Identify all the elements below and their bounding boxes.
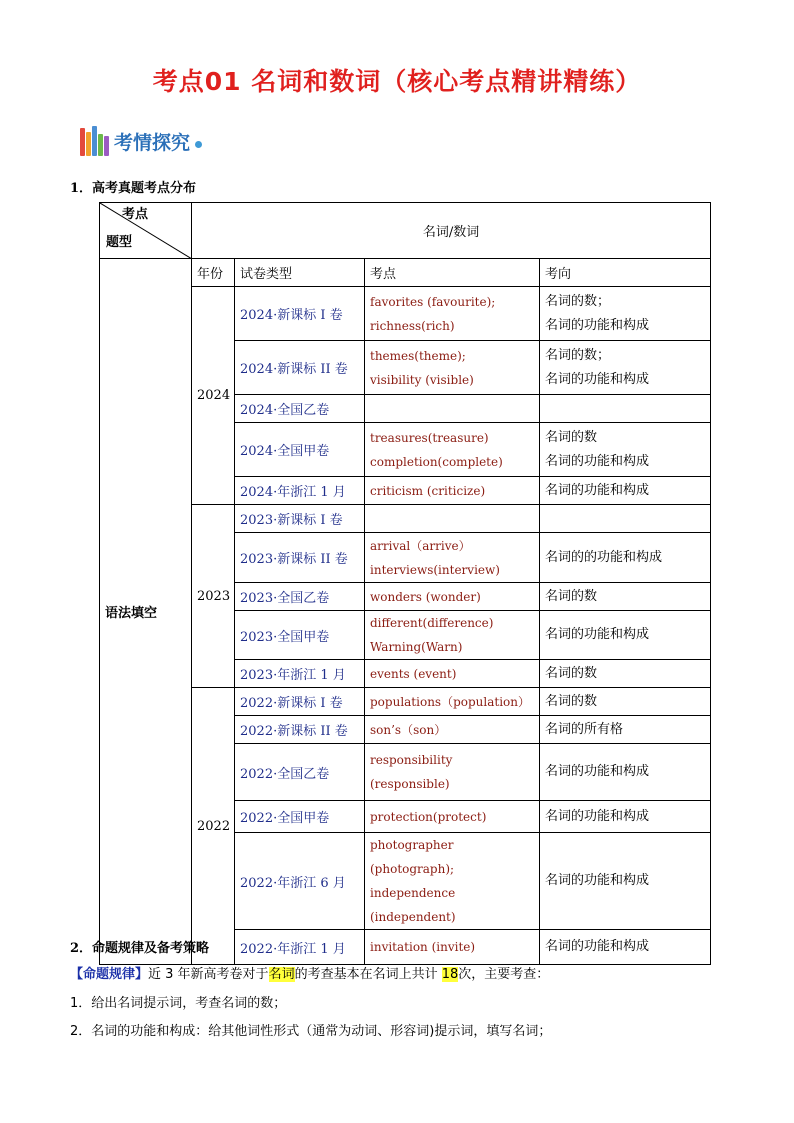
books-icon: [80, 126, 110, 156]
point-line: different(difference): [370, 616, 494, 630]
paper-cell: 2023·年浙江 1 月: [235, 660, 365, 688]
highlight-count: 18: [441, 967, 459, 982]
point-line: criticism (criticize): [370, 483, 486, 498]
paper-cell: 2024·年浙江 1 月: [235, 477, 365, 505]
point-cell: [365, 688, 540, 716]
rule-item-1: 1．给出名词提示词，考查名词的数；: [70, 996, 287, 1011]
paper-cell: 2023·全国甲卷: [235, 611, 365, 660]
direction-line: 名词的功能和构成: [545, 627, 650, 642]
direction-line: 名词的功能和构成: [545, 453, 650, 469]
point-line: Warning(Warn): [370, 640, 463, 654]
direction-cell: [540, 833, 711, 930]
dot-icon: [195, 141, 202, 148]
table-row: [100, 505, 711, 533]
paper-cell: 2022·新课标 II 卷: [235, 716, 365, 744]
point-line: completion(complete): [370, 454, 503, 469]
point-cell: [365, 716, 540, 744]
section1-title: 1．高考真题考点分布: [70, 181, 197, 196]
point-cell: [365, 801, 540, 833]
point-cell: [365, 341, 540, 395]
direction-cell: [540, 477, 711, 505]
direction-cell: [540, 744, 711, 801]
paper-cell: 2022·全国乙卷: [235, 744, 365, 801]
point-cell: [365, 477, 540, 505]
point-line: invitation (invite): [370, 940, 476, 954]
rule-paragraph: [70, 963, 549, 982]
direction-line: 名词的功能和构成: [545, 764, 650, 779]
point-cell: [365, 423, 540, 477]
direction-line: 名词的功能和构成: [545, 482, 650, 498]
point-line: independence (independent): [370, 886, 456, 924]
direction-line: 名词的数: [545, 588, 598, 604]
point-line: son’s（son）: [370, 722, 447, 737]
point-cell: [365, 744, 540, 801]
direction-line: 名词的功能和构成: [545, 371, 650, 387]
point-line: wonders (wonder): [370, 589, 481, 604]
rule-text-2: 的考查基本在名词上共计: [294, 967, 442, 982]
paper-cell: 2022·全国甲卷: [235, 801, 365, 833]
section-banner: [80, 124, 202, 158]
point-cell: [365, 930, 540, 965]
direction-line: 名词的数；: [545, 293, 611, 309]
paper-cell: 2023·新课标 II 卷: [235, 533, 365, 583]
header-cell: 名词/数词: [192, 203, 711, 259]
paper-cell: 2022·年浙江 1 月: [235, 930, 365, 965]
paper-cell: 2024·新课标 I 卷: [235, 287, 365, 341]
direction-line: 名词的数；: [545, 347, 611, 363]
direction-cell: [540, 930, 711, 965]
direction-line: 名词的数: [545, 429, 598, 445]
direction-line: 名词的功能和构成: [545, 317, 650, 333]
point-line: interviews(interview): [370, 562, 500, 577]
subheader-point: 考点: [365, 259, 540, 287]
subheader-paper: 试卷类型: [235, 259, 365, 287]
direction-cell: [540, 716, 711, 744]
point-line: (responsible): [370, 777, 450, 791]
exam-distribution-table: [99, 202, 711, 965]
point-cell: [365, 533, 540, 583]
point-line: richness(rich): [370, 318, 455, 333]
corner-cell: [100, 203, 192, 259]
direction-cell: [540, 395, 711, 423]
corner-top-label: 考点: [122, 207, 149, 222]
paper-cell: 2023·新课标 I 卷: [235, 505, 365, 533]
point-line: photographer (photograph);: [370, 838, 455, 876]
point-cell: [365, 660, 540, 688]
rule-text-1: 近 3 年新高考卷对于: [148, 967, 269, 982]
paper-cell: 2024·全国乙卷: [235, 395, 365, 423]
point-line: events (event): [370, 666, 457, 681]
point-cell: [365, 583, 540, 611]
point-line: arrival（arrive）: [370, 538, 471, 553]
section2-title: 2．命题规律及备考策略: [70, 941, 210, 956]
direction-cell: [540, 660, 711, 688]
direction-cell: [540, 533, 711, 583]
point-line: populations（population）: [370, 694, 531, 709]
paper-cell: 2022·新课标 I 卷: [235, 688, 365, 716]
point-line: visibility (visible): [370, 372, 474, 387]
paper-cell: 2023·全国乙卷: [235, 583, 365, 611]
point-line: treasures(treasure): [370, 430, 489, 445]
direction-cell: [540, 611, 711, 660]
subheader-year: 年份: [192, 259, 235, 287]
direction-cell: [540, 423, 711, 477]
direction-line: 名词的功能和构成: [545, 808, 650, 824]
direction-cell: [540, 505, 711, 533]
direction-line: 名词的功能和构成: [545, 873, 650, 888]
year-cell: 2023: [192, 505, 235, 688]
rule-text-3: 次，主要考查：: [458, 967, 550, 982]
paper-cell: 2022·年浙江 6 月: [235, 833, 365, 930]
highlight-noun: 名词: [268, 967, 295, 982]
point-cell: [365, 287, 540, 341]
point-cell: [365, 833, 540, 930]
page-title: 考点01 名词和数词（核心考点精讲精练）: [152, 67, 642, 96]
table-row: [100, 287, 711, 341]
point-line: protection(protect): [370, 809, 487, 824]
paper-cell: 2024·新课标 II 卷: [235, 341, 365, 395]
corner-bottom-label: 题型: [106, 235, 133, 250]
paper-cell: 2024·全国甲卷: [235, 423, 365, 477]
year-cell: 2022: [192, 688, 235, 965]
direction-cell: [540, 583, 711, 611]
direction-cell: [540, 688, 711, 716]
banner-label: 考情探究: [114, 131, 191, 154]
direction-line: 名词的数: [545, 693, 598, 709]
direction-line: 名词的的功能和构成: [545, 549, 663, 565]
direction-line: 名词的所有格: [545, 721, 624, 737]
subheader-direction: 考向: [540, 259, 711, 287]
direction-line: 名词的数: [545, 665, 598, 681]
rule-item-2: 2．名词的功能和构成：给其他词性形式（通常为动词、形容词)提示词，填写名词；: [70, 1024, 552, 1039]
direction-cell: [540, 341, 711, 395]
point-line: themes(theme);: [370, 348, 466, 363]
table-row: [100, 688, 711, 716]
point-cell: [365, 395, 540, 423]
type-cell: 语法填空: [100, 259, 192, 965]
direction-cell: [540, 287, 711, 341]
point-line: responsibility: [370, 753, 453, 767]
rule-bracket: 【命题规律】: [70, 967, 149, 982]
year-cell: 2024: [192, 287, 235, 505]
point-line: favorites (favourite);: [370, 294, 496, 309]
direction-line: 名词的功能和构成: [545, 939, 650, 954]
point-cell: [365, 505, 540, 533]
direction-cell: [540, 801, 711, 833]
point-cell: [365, 611, 540, 660]
